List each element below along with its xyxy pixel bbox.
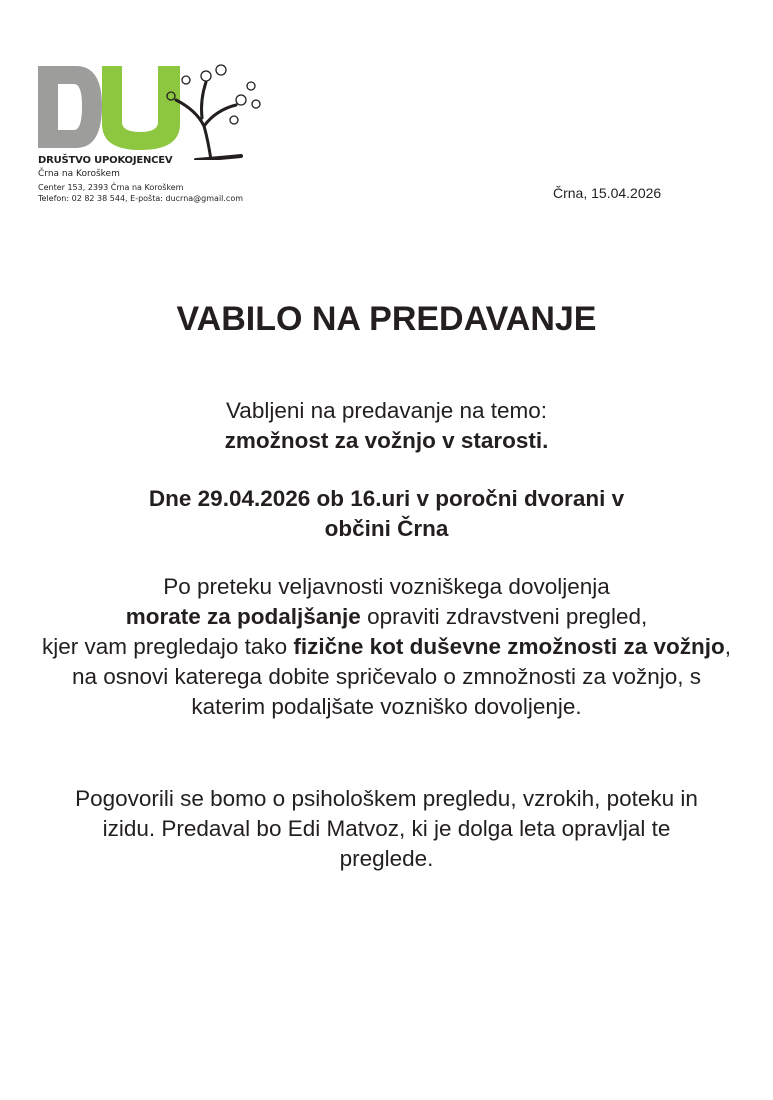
intro-line: Vabljeni na predavanje na temo: [225, 398, 548, 423]
logo-place: Črna na Koroškem [38, 169, 120, 179]
logo-address: Center 153, 2393 Črna na Koroškem [38, 183, 184, 192]
page-title: VABILO NA PREDAVANJE [176, 300, 597, 338]
text: kjer vam pregledajo tako [42, 634, 294, 659]
event-line-2: občini Črna [324, 516, 449, 541]
emphasis: fizične kot duševne zmožnosti za vožnjo [293, 634, 725, 659]
intro-topic: zmožnost za vožnjo v starosti. [224, 428, 549, 453]
logo-contact: Telefon: 02 82 38 544, E-pošta: ducrna@gmail.com [38, 194, 244, 203]
text: spričevalo o zmnožnosti za vožnjo, s katerim podaljšate vozniško dovoljenje. [191, 664, 702, 719]
organization-logo [36, 60, 276, 210]
event-line-1: Dne 29.04.2026 ob 16.uri v poročni dvorani v [148, 486, 625, 511]
text: Po preteku veljavnosti vozniškega dovoljenja [163, 574, 610, 599]
lecturer-paragraph: Pogovorili se bomo o psihološkem pregledu, vzrokih, poteku in izidu. Predaval bo Edi Matvoz, ki je dolga leta opravljal te preglede. [75, 786, 698, 871]
event-time-place [40, 484, 733, 544]
emphasis: morate za podaljšanje [125, 604, 361, 629]
logo-org-name: DRUŠTVO UPOKOJENCEV [38, 155, 173, 166]
details-paragraph [40, 572, 733, 722]
text: opraviti zdravstveni pregled, [360, 604, 648, 629]
text: , na osnovi katerega dobite [71, 634, 731, 689]
document-date: Črna, 15.04.2026 [553, 185, 662, 201]
intro-paragraph [40, 396, 733, 456]
logo-graphic [36, 60, 276, 160]
